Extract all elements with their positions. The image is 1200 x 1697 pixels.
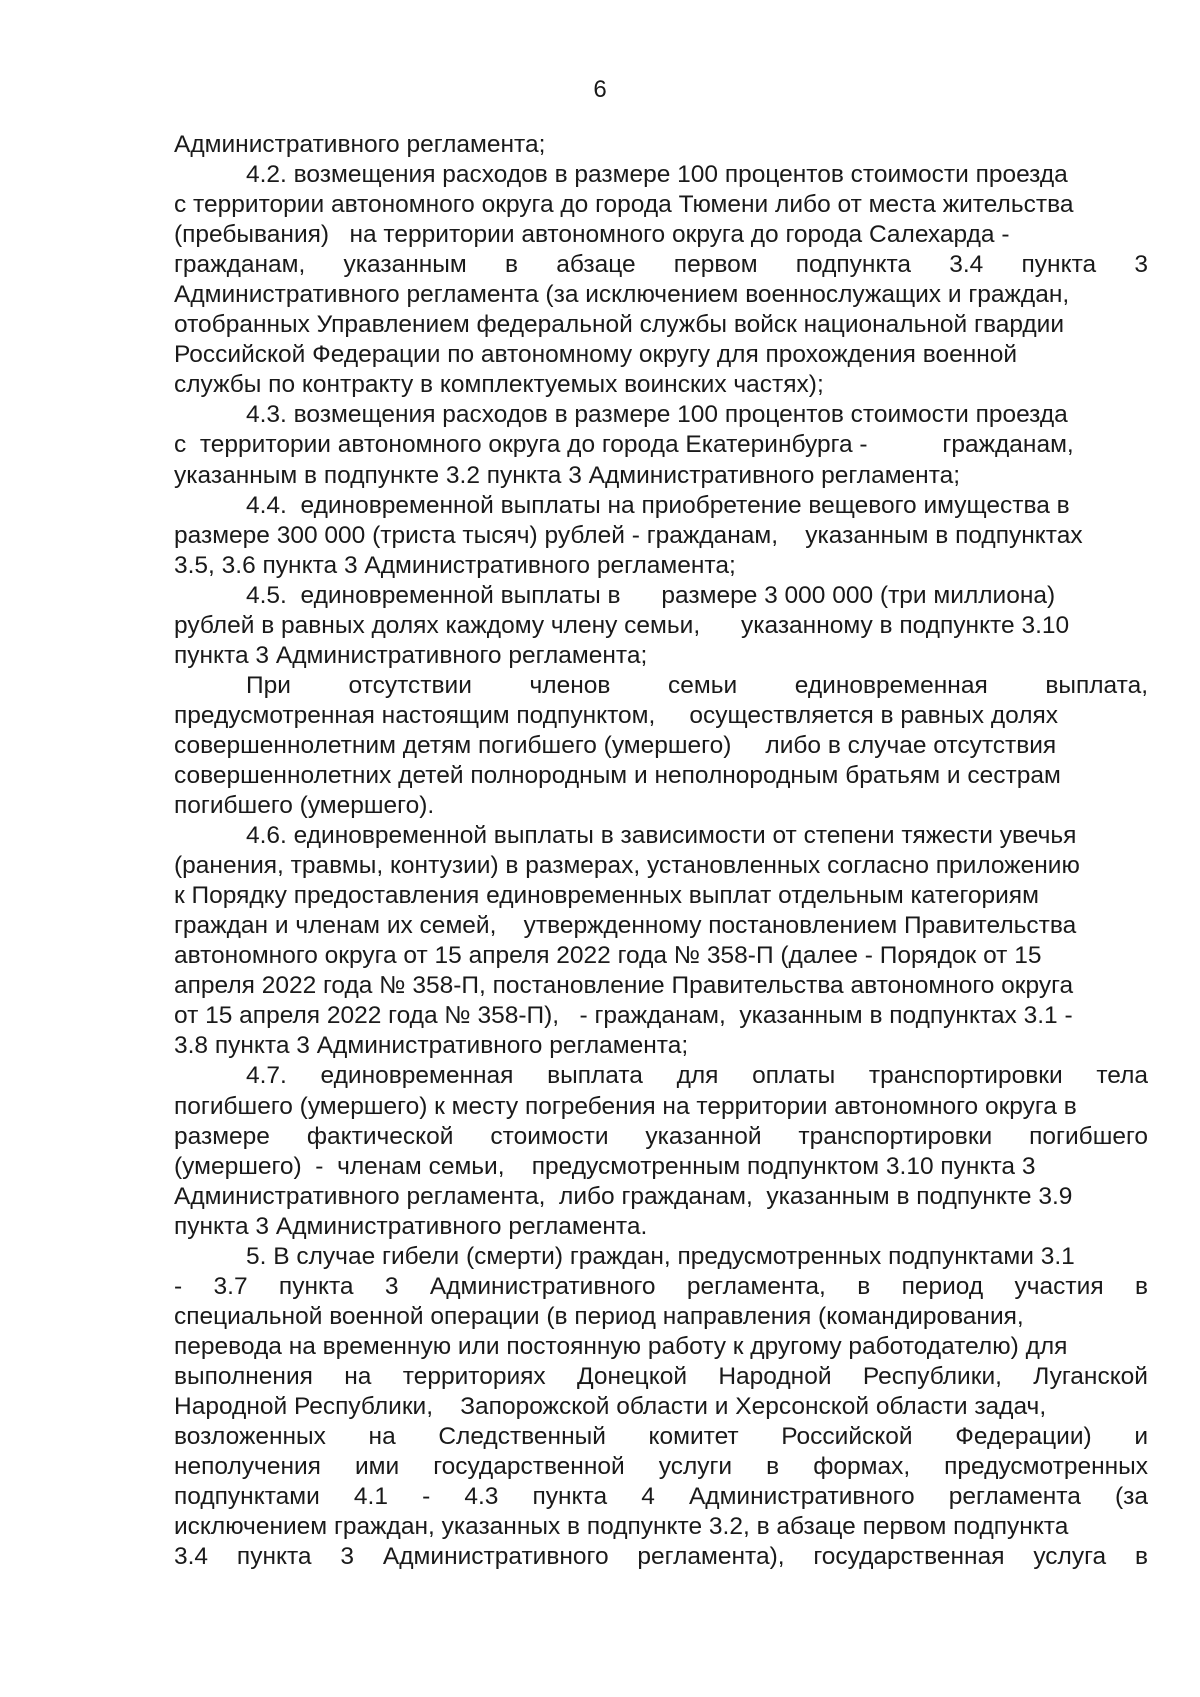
text-line: погибшего (умершего). (174, 792, 435, 820)
text-line: Народной Республики, Запорожской области и Херсонской области задач, (174, 1392, 1047, 1420)
text-line: 3.8 пункта 3 Административного регламента; (174, 1032, 689, 1060)
text-line: (пребывания) на территории автономного округа до города Салехарда - (174, 221, 1010, 249)
text-line: совершеннолетним детям погибшего (умершего) либо в случае отсутствия (174, 731, 1057, 759)
text-line: указанным в подпункте 3.2 пункта 3 Административного регламента; (174, 461, 961, 489)
text-line: отобранных Управлением федеральной службы войск национальной гвардии (174, 311, 1065, 339)
text-line: пункта 3 Административного регламента. (174, 1212, 648, 1240)
text-line: 4.2. возмещения расходов в размере 100 процентов стоимости проезда (246, 161, 1068, 189)
text-line: 3.5, 3.6 пункта 3 Административного регламента; (174, 551, 736, 579)
text-line: возложенных на Следственный комитет Российской Федерации) и (174, 1423, 1148, 1451)
text-line: рублей в равных долях каждому члену семьи, указанному в подпункте 3.10 (174, 611, 1070, 639)
text-line: размере 300 000 (триста тысяч) рублей - гражданам, указанным в подпунктах (174, 521, 1083, 549)
text-line: от 15 апреля 2022 года № 358-П), - гражданам, указанным в подпунктах 3.1 - (174, 1002, 1073, 1030)
page-number: 6 (593, 76, 607, 103)
text-line: апреля 2022 года № 358-П, постановление Правительства автономного округа (174, 972, 1074, 1000)
text-line: выполнения на территориях Донецкой Народной Республики, Луганской (174, 1362, 1148, 1390)
text-line: 5. В случае гибели (смерти) граждан, предусмотренных подпунктами 3.1 (246, 1242, 1075, 1270)
text-line: 4.6. единовременной выплаты в зависимости от степени тяжести увечья (246, 822, 1077, 850)
text-line: исключением граждан, указанных в подпункте 3.2, в абзаце первом подпункта (174, 1513, 1069, 1541)
text-line: граждан и членам их семей, утвержденному постановлением Правительства (174, 912, 1077, 940)
text-line: с территории автономного округа до города Тюмени либо от места жительства (174, 191, 1074, 219)
text-line: неполучения ими государственной услуги в формах, предусмотренных (174, 1453, 1148, 1481)
text-line: Административного регламента; (174, 131, 546, 158)
text-line: Административного регламента, либо гражданам, указанным в подпункте 3.9 (174, 1182, 1073, 1210)
text-line: При отсутствии членов семьи единовременная выплата, (246, 671, 1148, 699)
text-line: (ранения, травмы, контузии) в размерах, установленных согласно приложению (174, 852, 1080, 880)
text-line: 3.4 пункта 3 Административного регламента), государственная услуга в (174, 1543, 1148, 1571)
text-line: совершеннолетних детей полнородным и неполнородным братьям и сестрам (174, 761, 1061, 789)
text-line: к Порядку предоставления единовременных выплат отдельным категориям (174, 882, 1039, 910)
text-line: погибшего (умершего) к месту погребения на территории автономного округа в (174, 1092, 1077, 1120)
text-line: 4.3. возмещения расходов в размере 100 процентов стоимости проезда (246, 401, 1068, 429)
text-line: с территории автономного округа до города Екатеринбурга - гражданам, (174, 431, 1074, 459)
text-line: гражданам, указанным в абзаце первом подпункта 3.4 пункта 3 (174, 251, 1148, 279)
text-line: размере фактической стоимости указанной транспортировки погибшего (174, 1122, 1148, 1150)
text-line: (умершего) - членам семьи, предусмотренным подпунктом 3.10 пункта 3 (174, 1152, 1036, 1180)
text-line: службы по контракту в комплектуемых воинских частях); (174, 371, 824, 399)
text-line: пункта 3 Административного регламента; (174, 641, 648, 669)
text-line: 4.4. единовременной выплаты на приобретение вещевого имущества в (246, 491, 1070, 519)
text-line: - 3.7 пункта 3 Административного регламента, в период участия в (174, 1272, 1148, 1300)
document-body (174, 130, 1148, 1572)
text-line: предусмотренная настоящим подпунктом, осуществляется в равных долях (174, 701, 1059, 729)
text-line: подпунктами 4.1 - 4.3 пункта 4 Административного регламента (за (174, 1483, 1148, 1511)
text-line: перевода на временную или постоянную работу к другому работодателю) для (174, 1332, 1068, 1360)
text-line: Административного регламента (за исключением военнослужащих и граждан, (174, 281, 1070, 309)
text-line: 4.7. единовременная выплата для оплаты транспортировки тела (246, 1062, 1148, 1090)
text-line: специальной военной операции (в период направления (командирования, (174, 1302, 1024, 1330)
text-line: Российской Федерации по автономному округу для прохождения военной (174, 341, 1018, 369)
text-line: автономного округа от 15 апреля 2022 года № 358-П (далее - Порядок от 15 (174, 942, 1042, 970)
text-line: 4.5. единовременной выплаты в размере 3 000 000 (три миллиона) (246, 581, 1056, 609)
